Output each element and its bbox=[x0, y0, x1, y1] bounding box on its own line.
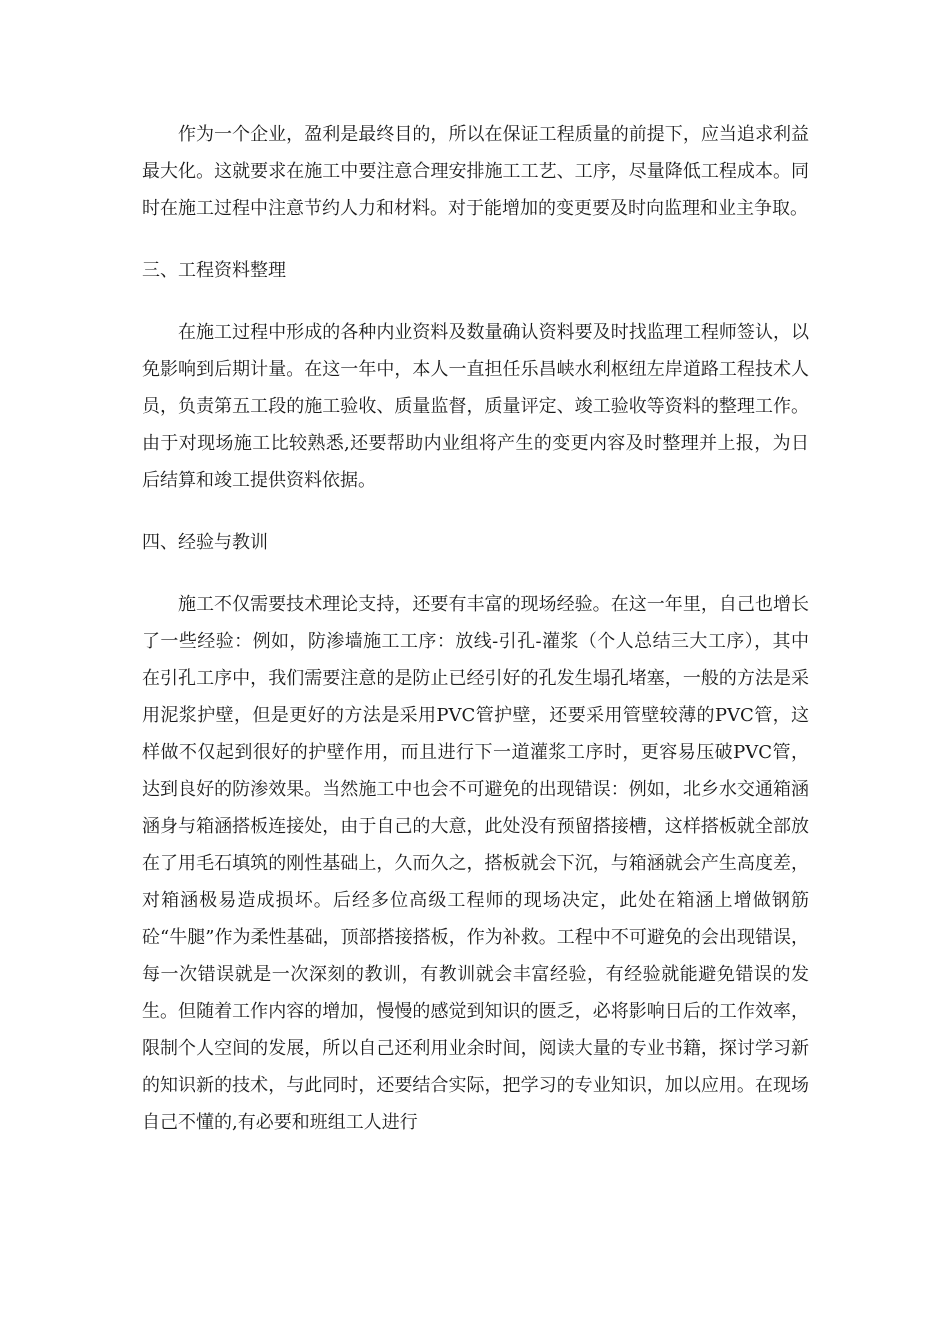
section-heading-3: 三、工程资料整理 bbox=[142, 260, 286, 281]
section-heading-4: 四、经验与教训 bbox=[142, 532, 268, 553]
document-body bbox=[142, 116, 809, 1166]
paragraph-profit: 作为一个企业，盈利是最终目的，所以在保证工程质量的前提下，应当追求利益最大化。这就要求在施工中要注意合理安排施工工艺、工序，尽量降低工程成本。同时在施工过程中注意节约人力和材料。对于能增加的变更要及时向监理和业主争取。 bbox=[142, 124, 809, 219]
paragraph-records: 在施工过程中形成的各种内业资料及数量确认资料要及时找监理工程师签认，以免影响到后期计量。在这一年中，本人一直担任乐昌峡水利枢纽左岸道路工程技术人员，负责第五工段的施工验收、质量监督，质量评定、竣工验收等资料的整理工作。由于对现场施工比较熟悉,还要帮助内业组将产生的变更内容及时整理并上报，为日后结算和竣工提供资料依据。 bbox=[142, 322, 809, 491]
paragraph-experience: 施工不仅需要技术理论支持，还要有丰富的现场经验。在这一年里，自己也增长了一些经验：例如，防渗墙施工工序：放线-引孔-灌浆（个人总结三大工序），其中在引孔工序中，我们需要注意的是防止已经引好的孔发生塌孔堵塞，一般的方法是采用泥浆护壁，但是更好的方法是采用PVC管护壁，还要采用管壁较薄的PVC管，这样做不仅起到很好的护壁作用，而且进行下一道灌浆工序时，更容易压破PVC管，达到良好的防渗效果。当然施工中也会不可避免的出现错误：例如，北乡水交通箱涵涵身与箱涵搭板连接处，由于自己的大意，此处没有预留搭接槽，这样搭板就全部放在了用毛石填筑的刚性基础上，久而久之，搭板就会下沉，与箱涵就会产生高度差，对箱涵极易造成损坏。后经多位高级工程师的现场决定，此处在箱涵上增做钢筋砼“牛腿”作为柔性基础，顶部搭接搭板，作为补救。工程中不可避免的会出现错误，每一次错误就是一次深刻的教训，有教训就会丰富经验，有经验就能避免错误的发生。但随着工作内容的增加，慢慢的感觉到知识的匮乏，必将影响日后的工作效率，限制个人空间的发展，所以自己还利用业余时间，阅读大量的专业书籍，探讨学习新的知识新的技术，与此同时，还要结合实际，把学习的专业知识，加以应用。在现场自己不懂的,有必要和班组工人进行 bbox=[142, 594, 809, 1133]
